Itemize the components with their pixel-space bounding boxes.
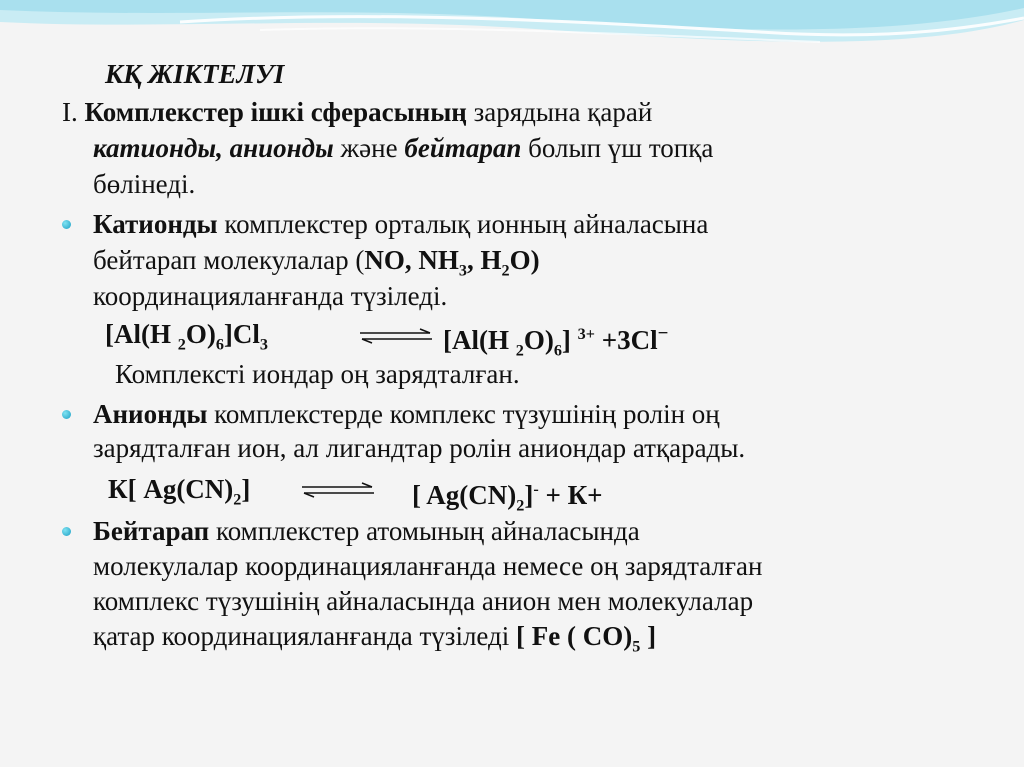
intro-line-3: бөлінеді.: [93, 169, 196, 199]
intro-text: зарядына қарай: [466, 97, 653, 127]
neutral-text: комплекстер атомының айналасында: [209, 516, 640, 546]
bullet-icon: [62, 527, 71, 536]
neutral-text: қатар координацияланғанда түзіледі: [93, 621, 517, 651]
intro-italic-neutral: бейтарап: [404, 133, 522, 163]
anion-equation-right: [ $Ag(CN)_2]^- + К+$: [412, 480, 603, 515]
neutral-line-1: [93, 515, 640, 547]
neutral-line-4: [93, 620, 656, 662]
intro-text: болып үш топқа: [521, 133, 714, 163]
anion-equation-left: К[ $Ag(CN)_2$]: [108, 474, 251, 509]
anion-line-2: зарядталған ион, ал лигандтар ролін аниондар атқарады.: [93, 433, 746, 463]
cation-equation-left: [Al(H $_2O)_6]Cl_3$: [105, 319, 269, 354]
cation-line-3: координацияланғанда түзіледі.: [93, 281, 448, 311]
formula: [ Fe ( $CO)_5$ ]: [516, 621, 657, 656]
cation-bold-term: Катионды: [93, 209, 218, 239]
slide-title: КҚ ЖІКТЕЛУІ: [105, 59, 285, 89]
cation-text: бейтарап молекулалар (: [93, 245, 365, 275]
bullet-icon: [62, 220, 71, 229]
cation-text: комплекстер орталық ионның айналасына: [217, 209, 709, 239]
intro-number: I.: [62, 97, 78, 127]
equilibrium-arrow-icon: [300, 482, 376, 498]
cation-equation-right: [Al(H $_2O)_6$] $^{3+}$ +3Cl−: [443, 323, 669, 360]
neutral-line-3: комплекс түзушінің айналасында анион мен молекулалар: [93, 586, 754, 616]
intro-bold-term: Комплекстер ішкі сферасының: [84, 97, 467, 127]
neutral-line-2: молекулалар координацияланғанда немесе оң зарядталған: [93, 551, 763, 581]
anion-bold-term: Анионды: [93, 399, 208, 429]
neutral-bold-term: Бейтарап: [93, 516, 210, 546]
cation-line-1: [93, 208, 708, 240]
cation-note: Комплексті иондар оң зарядталған.: [115, 359, 520, 389]
intro-line-2: [93, 132, 713, 164]
bullet-icon: [62, 410, 71, 419]
anion-line-1: [93, 398, 720, 430]
intro-line-1: [62, 96, 652, 128]
equilibrium-arrow-icon: [358, 328, 434, 344]
intro-italic-terms: катионды, анионды: [93, 133, 334, 163]
intro-text: және: [333, 133, 405, 163]
formula: NO, $NH_3$, $H_2O$): [364, 245, 540, 280]
anion-text: комплекстерде комплекс түзушінің ролін оң: [207, 399, 720, 429]
